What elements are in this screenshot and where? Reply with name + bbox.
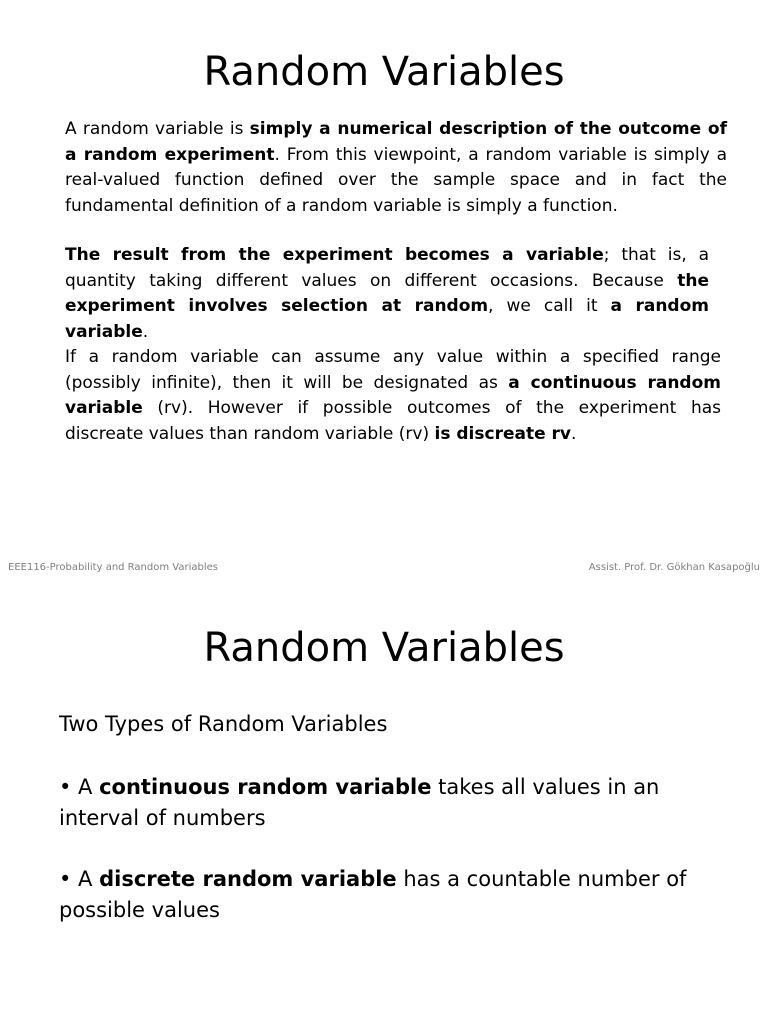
bold-emphasis: a continuous random variable — [65, 372, 721, 418]
bullet-continuous — [59, 772, 709, 834]
paragraph-text: A random variable is — [65, 119, 250, 139]
paragraph-text: (rv). However if possible outcomes of the experiment has discreate values than random variable (rv) — [65, 398, 721, 444]
bullet-discrete — [59, 864, 709, 926]
paragraph-text: . From this viewpoint, a random variable is simply a real-valued function defined over the sample space and in fact the fundamental definition of a random variable is simply a function. — [65, 144, 727, 216]
bold-emphasis: continuous random variable — [99, 775, 432, 799]
paragraph-text: . — [142, 321, 149, 342]
slide-title: Random Variables — [203, 625, 565, 671]
paragraph-text: If a random variable can assume any value within a specified range (possibly infinite), then it will be designated as — [65, 347, 721, 393]
slide-title: Random Variables — [203, 49, 565, 95]
bullet-text: has a countable number of possible values — [59, 867, 687, 922]
experiment-paragraph — [65, 243, 709, 345]
definition-paragraph — [65, 117, 727, 219]
paragraph-text: . — [571, 423, 577, 444]
continuous-discrete-paragraph — [65, 345, 721, 447]
footer-author: Assist. Prof. Dr. Gökhan Kasapoğlu — [588, 562, 760, 573]
slide-random-variable-types — [0, 580, 768, 1024]
bold-emphasis: The result from the experiment becomes a variable — [65, 245, 604, 265]
bullet-text: takes all values in an interval of numbers — [59, 775, 660, 830]
bold-emphasis: a random variable — [65, 296, 709, 342]
bullet-text: • A — [59, 867, 100, 891]
types-heading: Two Types of Random Variables — [59, 712, 388, 736]
bold-emphasis: the experiment involves selection at random — [65, 270, 709, 316]
bullet-text: • A — [59, 775, 100, 799]
paragraph-text: ; that is, a quantity taking different values on different occasions. Because — [65, 245, 709, 291]
bold-emphasis: is discreate rv — [434, 423, 571, 444]
paragraph-text: , we call it — [488, 296, 611, 316]
bold-emphasis: discrete random variable — [99, 867, 397, 891]
footer-course-name: EEE116-Probability and Random Variables — [8, 562, 218, 573]
bold-emphasis: simply a numerical description of the outcome of a random experiment — [65, 119, 727, 165]
